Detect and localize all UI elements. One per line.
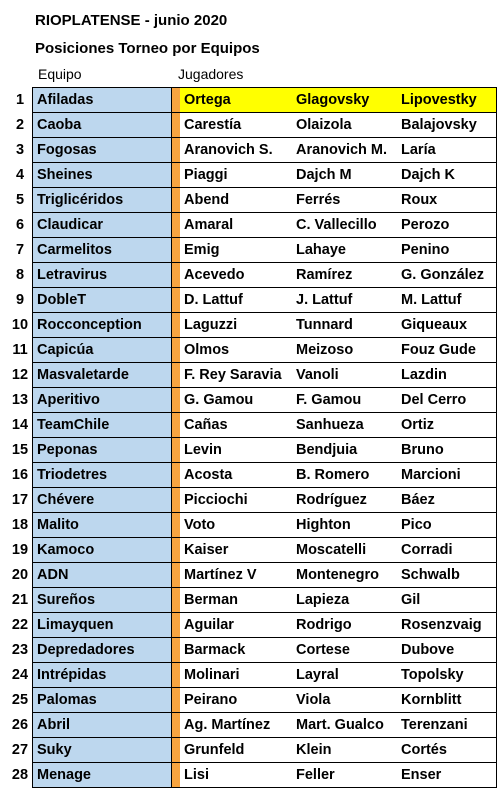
player-3-cell: Del Cerro [397, 388, 497, 413]
player-1-cell: Picciochi [180, 488, 292, 513]
color-stripe [172, 588, 181, 613]
position-cell: 3 [8, 138, 33, 163]
position-cell: 8 [8, 263, 33, 288]
color-stripe [172, 538, 181, 563]
player-2-cell: Feller [292, 763, 397, 788]
position-cell: 7 [8, 238, 33, 263]
player-1-cell: D. Lattuf [180, 288, 292, 313]
team-name-cell: Malito [33, 513, 172, 538]
table-row [8, 338, 497, 363]
player-1-cell: Grunfeld [180, 738, 292, 763]
position-cell: 9 [8, 288, 33, 313]
team-name-cell: Aperitivo [33, 388, 172, 413]
color-stripe [172, 238, 181, 263]
team-name-cell: Peponas [33, 438, 172, 463]
color-stripe [172, 413, 181, 438]
player-3-cell: G. González [397, 263, 497, 288]
player-1-cell: Ag. Martínez [180, 713, 292, 738]
player-3-cell: Cortés [397, 738, 497, 763]
player-2-cell: Sanhueza [292, 413, 397, 438]
table-row [8, 513, 497, 538]
color-stripe [172, 488, 181, 513]
player-2-cell: Ramírez [292, 263, 397, 288]
position-cell: 27 [8, 738, 33, 763]
position-cell: 16 [8, 463, 33, 488]
player-3-cell: Laría [397, 138, 497, 163]
position-cell: 23 [8, 638, 33, 663]
table-row [8, 538, 497, 563]
position-cell: 21 [8, 588, 33, 613]
player-3-cell: Corradi [397, 538, 497, 563]
color-stripe [172, 363, 181, 388]
position-cell: 24 [8, 663, 33, 688]
team-name-cell: DobleT [33, 288, 172, 313]
team-name-cell: Chévere [33, 488, 172, 513]
table-row [8, 113, 497, 138]
table-row [8, 463, 497, 488]
color-stripe [172, 313, 181, 338]
team-name-cell: Claudicar [33, 213, 172, 238]
table-row [8, 363, 497, 388]
table-row [8, 88, 497, 113]
color-stripe [172, 288, 181, 313]
player-3-cell: Terenzani [397, 713, 497, 738]
table-row [8, 663, 497, 688]
player-2-cell: Bendjuia [292, 438, 397, 463]
player-1-cell: Emig [180, 238, 292, 263]
team-name-cell: Masvaletarde [33, 363, 172, 388]
table-row [8, 638, 497, 663]
player-2-cell: Olaizola [292, 113, 397, 138]
player-2-cell: F. Gamou [292, 388, 397, 413]
player-2-cell: Mart. Gualco [292, 713, 397, 738]
position-cell: 10 [8, 313, 33, 338]
player-1-cell: Martínez V [180, 563, 292, 588]
position-cell: 18 [8, 513, 33, 538]
color-stripe [172, 763, 181, 788]
team-name-cell: TeamChile [33, 413, 172, 438]
column-header-team: Equipo [38, 66, 82, 82]
player-2-cell: Lapieza [292, 588, 397, 613]
color-stripe [172, 463, 181, 488]
player-3-cell: Dajch K [397, 163, 497, 188]
team-name-cell: Abril [33, 713, 172, 738]
player-2-cell: Moscatelli [292, 538, 397, 563]
team-name-cell: Suky [33, 738, 172, 763]
player-2-cell: Meizoso [292, 338, 397, 363]
player-2-cell: Tunnard [292, 313, 397, 338]
table-row [8, 488, 497, 513]
team-name-cell: Triodetres [33, 463, 172, 488]
table-row [8, 613, 497, 638]
player-1-cell: Acevedo [180, 263, 292, 288]
table-row [8, 313, 497, 338]
position-cell: 2 [8, 113, 33, 138]
player-3-cell: Rosenzvaig [397, 613, 497, 638]
table-row [8, 738, 497, 763]
color-stripe [172, 138, 181, 163]
team-name-cell: Triglicéridos [33, 188, 172, 213]
page-title: RIOPLATENSE - junio 2020 [35, 12, 228, 29]
table-row [8, 563, 497, 588]
player-2-cell: Montenegro [292, 563, 397, 588]
player-2-cell: Klein [292, 738, 397, 763]
color-stripe [172, 163, 181, 188]
player-3-cell: Dubove [397, 638, 497, 663]
player-1-cell: Berman [180, 588, 292, 613]
player-3-cell: Kornblitt [397, 688, 497, 713]
position-cell: 25 [8, 688, 33, 713]
team-name-cell: Palomas [33, 688, 172, 713]
team-name-cell: Rocconception [33, 313, 172, 338]
table-row [8, 288, 497, 313]
player-3-cell: M. Lattuf [397, 288, 497, 313]
color-stripe [172, 513, 181, 538]
player-3-cell: Báez [397, 488, 497, 513]
position-cell: 19 [8, 538, 33, 563]
player-3-cell: Bruno [397, 438, 497, 463]
player-1-cell: Levin [180, 438, 292, 463]
position-cell: 20 [8, 563, 33, 588]
player-1-cell: Voto [180, 513, 292, 538]
player-3-cell: Topolsky [397, 663, 497, 688]
column-header-players: Jugadores [178, 66, 244, 82]
team-name-cell: Sureños [33, 588, 172, 613]
color-stripe [172, 113, 181, 138]
player-2-cell: Rodríguez [292, 488, 397, 513]
table-row [8, 688, 497, 713]
player-3-cell: Pico [397, 513, 497, 538]
player-2-cell: Vanoli [292, 363, 397, 388]
player-1-cell: Molinari [180, 663, 292, 688]
color-stripe [172, 338, 181, 363]
player-2-cell: Highton [292, 513, 397, 538]
player-1-cell: Cañas [180, 413, 292, 438]
player-2-cell: Ferrés [292, 188, 397, 213]
player-1-cell: Acosta [180, 463, 292, 488]
player-2-cell: Viola [292, 688, 397, 713]
player-3-cell: Schwalb [397, 563, 497, 588]
color-stripe [172, 738, 181, 763]
position-cell: 26 [8, 713, 33, 738]
table-row [8, 188, 497, 213]
team-name-cell: Intrépidas [33, 663, 172, 688]
player-2-cell: Layral [292, 663, 397, 688]
position-cell: 14 [8, 413, 33, 438]
player-1-cell: Aranovich S. [180, 138, 292, 163]
color-stripe [172, 438, 181, 463]
color-stripe [172, 688, 181, 713]
team-name-cell: Capicúa [33, 338, 172, 363]
table-row [8, 213, 497, 238]
player-2-cell: Aranovich M. [292, 138, 397, 163]
color-stripe [172, 663, 181, 688]
player-3-cell: Giqueaux [397, 313, 497, 338]
player-1-cell: Peirano [180, 688, 292, 713]
color-stripe [172, 88, 181, 113]
player-2-cell: B. Romero [292, 463, 397, 488]
team-name-cell: Menage [33, 763, 172, 788]
player-1-cell: Ortega [180, 88, 292, 113]
table-row [8, 263, 497, 288]
player-3-cell: Enser [397, 763, 497, 788]
position-cell: 17 [8, 488, 33, 513]
player-3-cell: Penino [397, 238, 497, 263]
team-name-cell: Depredadores [33, 638, 172, 663]
table-row [8, 388, 497, 413]
player-3-cell: Lipovestky [397, 88, 497, 113]
player-3-cell: Roux [397, 188, 497, 213]
player-2-cell: Dajch M [292, 163, 397, 188]
position-cell: 1 [8, 88, 33, 113]
player-3-cell: Marcioni [397, 463, 497, 488]
color-stripe [172, 613, 181, 638]
position-cell: 28 [8, 763, 33, 788]
player-3-cell: Fouz Gude [397, 338, 497, 363]
player-1-cell: Amaral [180, 213, 292, 238]
team-name-cell: Afiladas [33, 88, 172, 113]
player-1-cell: Aguilar [180, 613, 292, 638]
player-1-cell: Olmos [180, 338, 292, 363]
color-stripe [172, 638, 181, 663]
player-3-cell: Lazdin [397, 363, 497, 388]
player-3-cell: Gil [397, 588, 497, 613]
player-1-cell: Kaiser [180, 538, 292, 563]
position-cell: 5 [8, 188, 33, 213]
table-row [8, 138, 497, 163]
position-cell: 6 [8, 213, 33, 238]
table-row [8, 413, 497, 438]
team-name-cell: Fogosas [33, 138, 172, 163]
position-cell: 12 [8, 363, 33, 388]
player-1-cell: Lisi [180, 763, 292, 788]
player-3-cell: Balajovsky [397, 113, 497, 138]
player-1-cell: Abend [180, 188, 292, 213]
team-name-cell: Caoba [33, 113, 172, 138]
standings-table [8, 87, 497, 788]
player-2-cell: Rodrigo [292, 613, 397, 638]
player-1-cell: G. Gamou [180, 388, 292, 413]
position-cell: 11 [8, 338, 33, 363]
player-1-cell: Laguzzi [180, 313, 292, 338]
player-3-cell: Ortiz [397, 413, 497, 438]
position-cell: 15 [8, 438, 33, 463]
table-row [8, 438, 497, 463]
color-stripe [172, 263, 181, 288]
team-name-cell: Limayquen [33, 613, 172, 638]
color-stripe [172, 188, 181, 213]
team-name-cell: Carmelitos [33, 238, 172, 263]
player-1-cell: F. Rey Saravia [180, 363, 292, 388]
position-cell: 22 [8, 613, 33, 638]
team-name-cell: Kamoco [33, 538, 172, 563]
position-cell: 13 [8, 388, 33, 413]
team-name-cell: Letravirus [33, 263, 172, 288]
team-name-cell: Sheines [33, 163, 172, 188]
player-1-cell: Carestía [180, 113, 292, 138]
position-cell: 4 [8, 163, 33, 188]
color-stripe [172, 713, 181, 738]
page-subtitle: Posiciones Torneo por Equipos [35, 40, 260, 57]
table-row [8, 238, 497, 263]
player-3-cell: Perozo [397, 213, 497, 238]
player-2-cell: Lahaye [292, 238, 397, 263]
player-1-cell: Barmack [180, 638, 292, 663]
player-2-cell: J. Lattuf [292, 288, 397, 313]
color-stripe [172, 388, 181, 413]
player-1-cell: Piaggi [180, 163, 292, 188]
color-stripe [172, 563, 181, 588]
color-stripe [172, 213, 181, 238]
player-2-cell: Cortese [292, 638, 397, 663]
player-2-cell: Glagovsky [292, 88, 397, 113]
table-row [8, 763, 497, 788]
table-row [8, 713, 497, 738]
table-row [8, 588, 497, 613]
team-name-cell: ADN [33, 563, 172, 588]
table-row [8, 163, 497, 188]
player-2-cell: C. Vallecillo [292, 213, 397, 238]
